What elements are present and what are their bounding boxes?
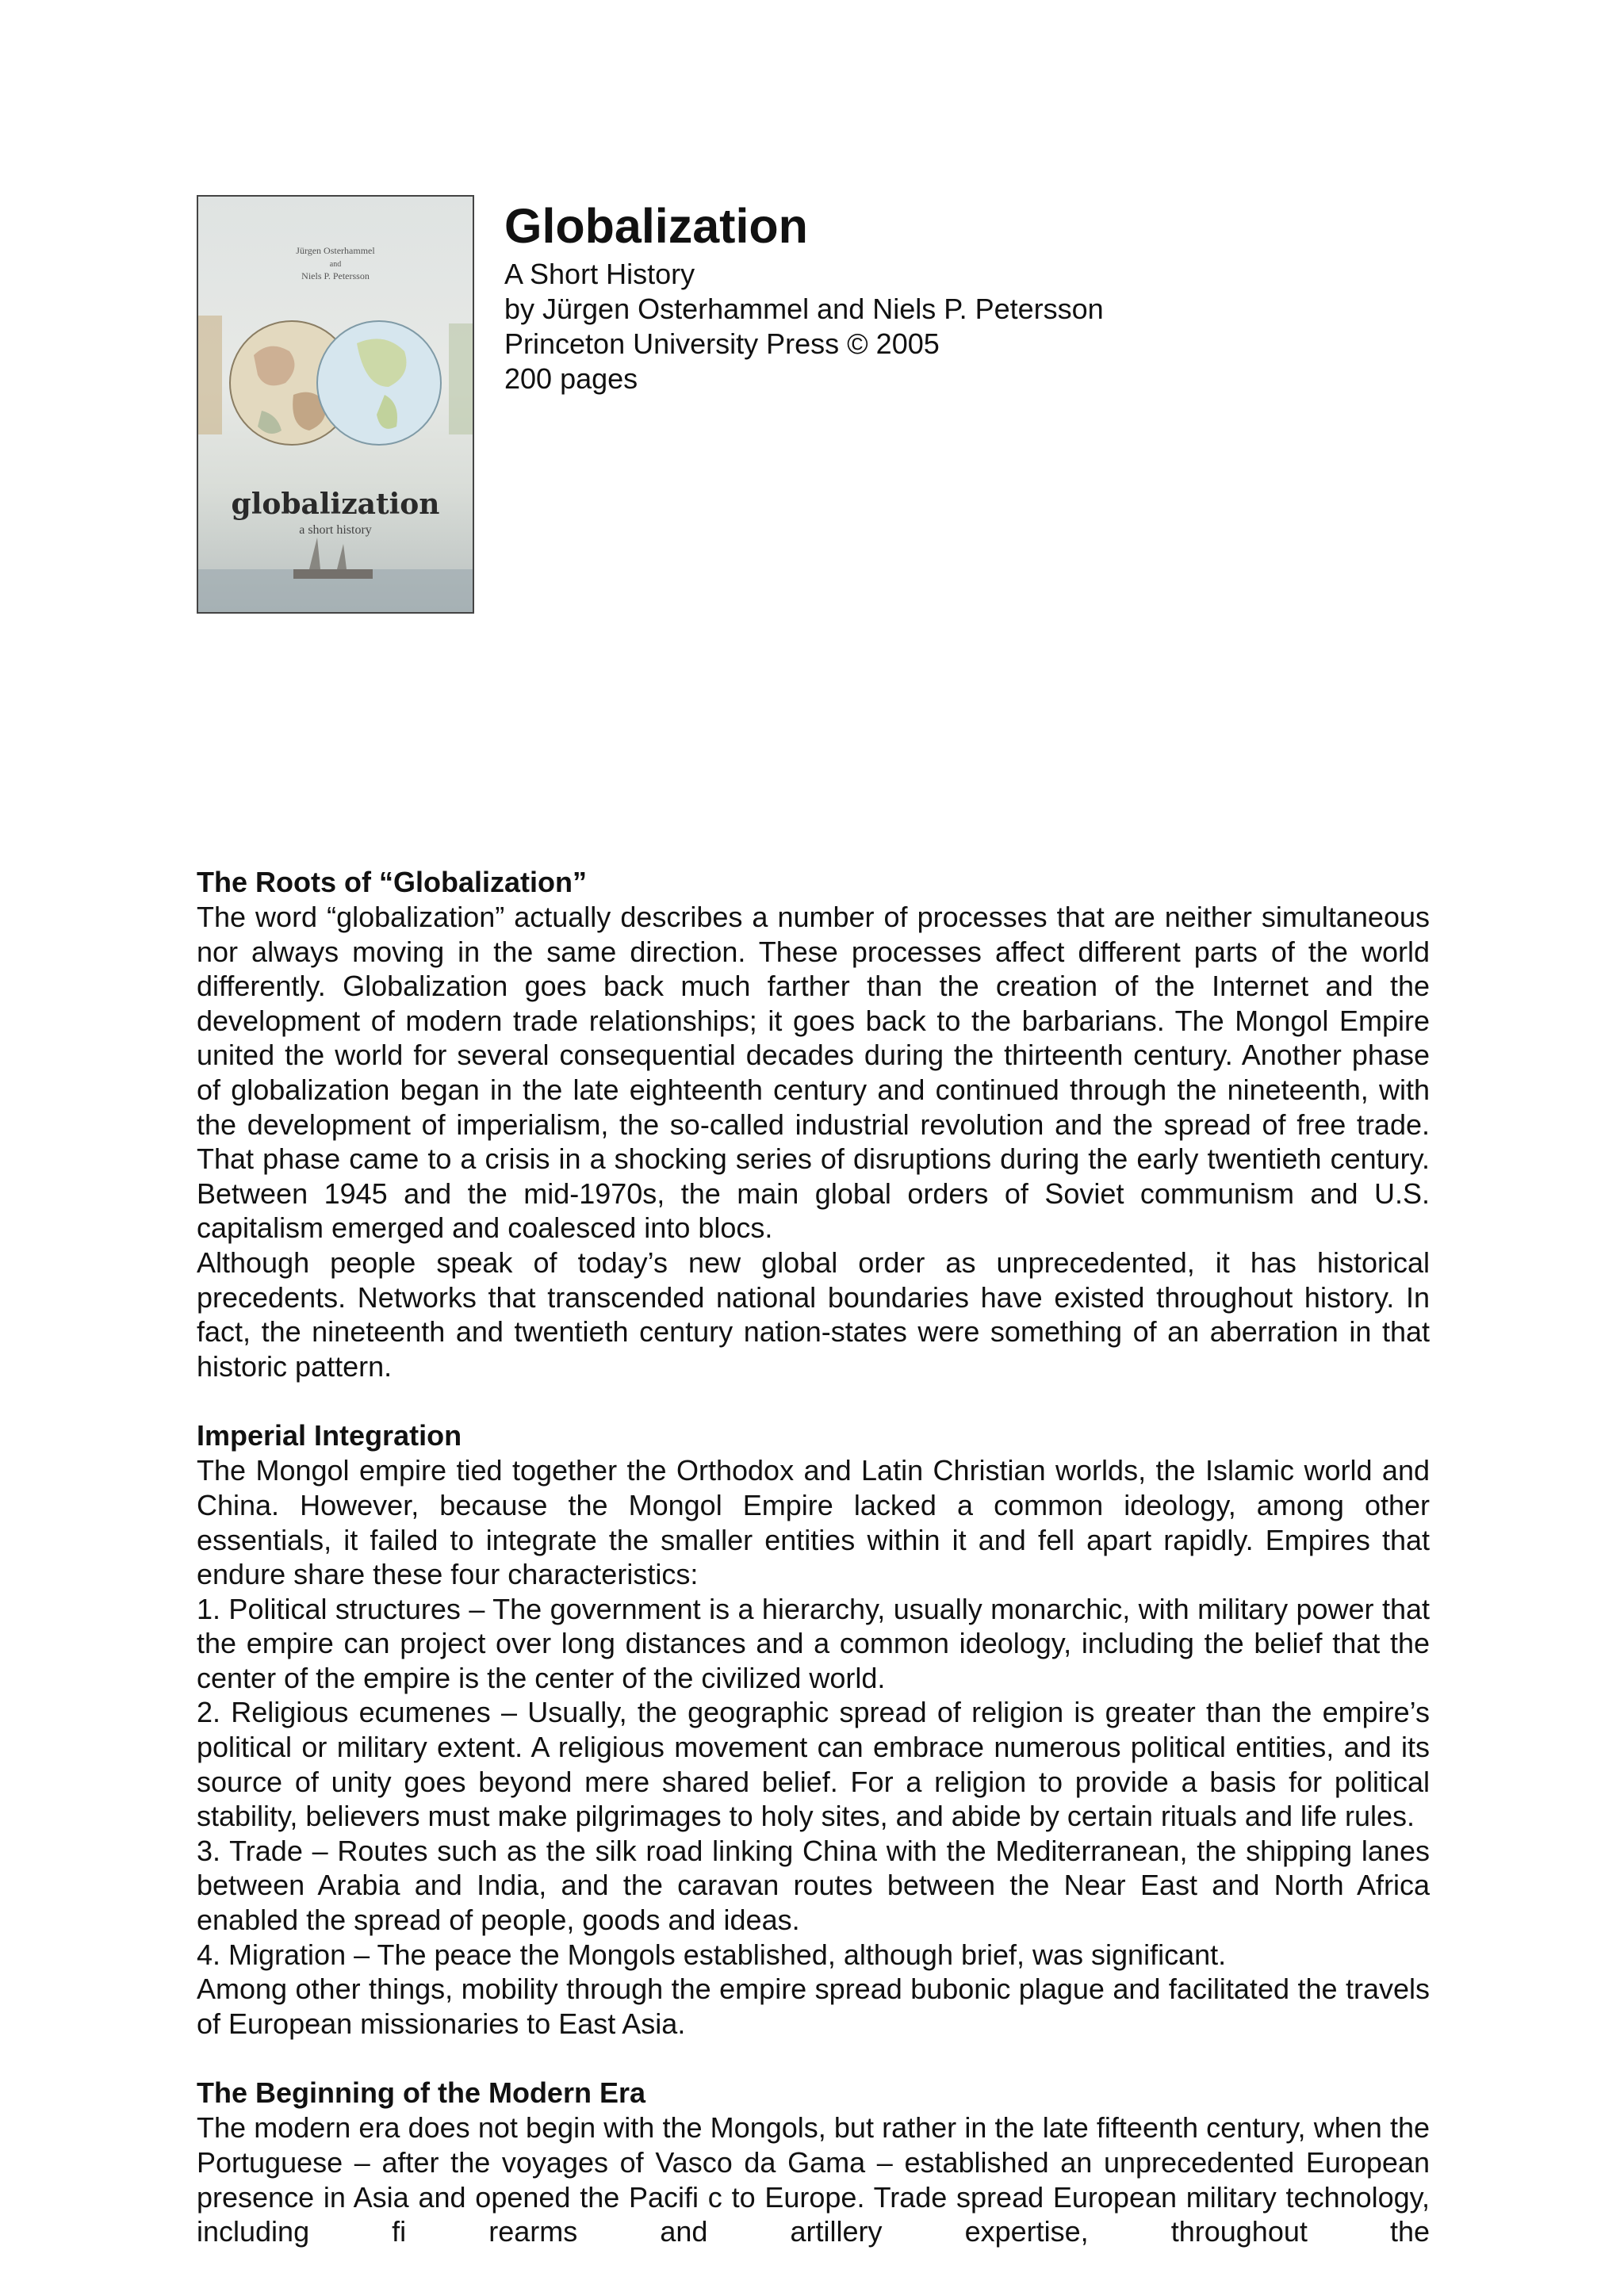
globe-right-icon — [317, 321, 441, 445]
section-heading: The Roots of “Globalization” — [197, 866, 587, 898]
paragraph: The Mongol empire tied together the Orthodox and Latin Christian worlds, the Islamic world and China. However, because the Mongol Empire lacked a common ideology, among other essentials, it failed to integrate the smaller entities within it and fell apart rapidly. Empires that endure share these four characteristics: — [197, 1454, 1430, 1591]
book-header — [197, 195, 1430, 615]
book-publisher: Princeton University Press © 2005 — [504, 327, 940, 360]
book-authors: by Jürgen Osterhammel and Niels P. Petersson — [504, 293, 1104, 325]
book-meta — [504, 195, 1104, 396]
paragraph: Among other things, mobility through the empire spread bubonic plague and facilitated the travels of European missionaries to East Asia. — [197, 1973, 1430, 2040]
section-roots-of-globalization — [197, 865, 1430, 1383]
cover-title: globalization — [231, 488, 440, 521]
cover-art — [198, 197, 473, 612]
paragraph: Although people speak of today’s new global order as unprecedented, it has historical precedents. Networks that transcended national boundaries have existed throughout history. In fact, the nineteenth and twentieth century nation-states were something of an aberration in that historic pattern. — [197, 1246, 1430, 1383]
paragraph: The modern era does not begin with the Mongols, but rather in the late fifteenth century, when the Portuguese – after the voyages of Vasco da Gama – established an unprecedented European presence in Asia and opened the Pacifi c to Europe. Trade spread European military technology, including fi rearms and artillery expertise, throughout the — [197, 2111, 1430, 2248]
cover-authors-line2: and — [329, 260, 342, 269]
list-item: 1. Political structures – The government is a hierarchy, usually monarchic, with military power that the empire can project over long distances and a common ideology, including the belief that the center of the empire is the center of the civilized world. — [197, 1592, 1430, 1694]
cover-authors-line1: Jürgen Osterhammel — [296, 245, 375, 256]
cover-subtitle: a short history — [299, 523, 372, 537]
paragraph: The word “globalization” actually describes a number of processes that are neither simultaneous nor always moving in the same direction. These processes affect different parts of the world differently. Globalization goes back much farther than the creation of the Internet and the development of modern trade relationships; it goes back to the barbarians. The Mongol Empire united the world for several consequential decades during the thirteenth century. Another phase of globalization began in the late eighteenth century and continued through the nineteenth, with the development of imperialism, the so-called industrial revolution and the spread of free trade. That phase came to a crisis in a shocking series of disruptions during the early twentieth century. Between 1945 and the mid-1970s, the main global orders of Soviet communism and U.S. capitalism emerged and coalesced into blocs. — [197, 901, 1430, 1245]
list-item: 4. Migration – The peace the Mongols established, although brief, was significant. — [197, 1938, 1227, 1971]
book-pages: 200 pages — [504, 362, 638, 395]
section-beginning-of-modern-era — [197, 2076, 1430, 2248]
list-item: 3. Trade – Routes such as the silk road linking China with the Mediterranean, the shipping lanes between Arabia and India, and the caravan routes between the Near East and North Africa enabled the spread of people, goods and ideas. — [197, 1834, 1430, 1937]
cover-authors-line3: Niels P. Petersson — [301, 270, 370, 281]
document-page — [197, 195, 1430, 2249]
list-item: 2. Religious ecumenes – Usually, the geographic spread of religion is greater than the empire’s political or military extent. A religious movement can embrace numerous political entities, and its source of unity goes beyond mere shared belief. For a religion to provide a basis for political stability, believers must make pilgrimages to holy sites, and abide by certain rituals and life rules. — [197, 1696, 1430, 1833]
section-imperial-integration — [197, 1418, 1430, 2041]
book-title: Globalization — [504, 199, 808, 253]
section-heading: Imperial Integration — [197, 1419, 462, 1452]
book-subtitle: A Short History — [504, 258, 695, 290]
book-cover-image — [197, 195, 474, 614]
section-heading: The Beginning of the Modern Era — [197, 2076, 645, 2110]
